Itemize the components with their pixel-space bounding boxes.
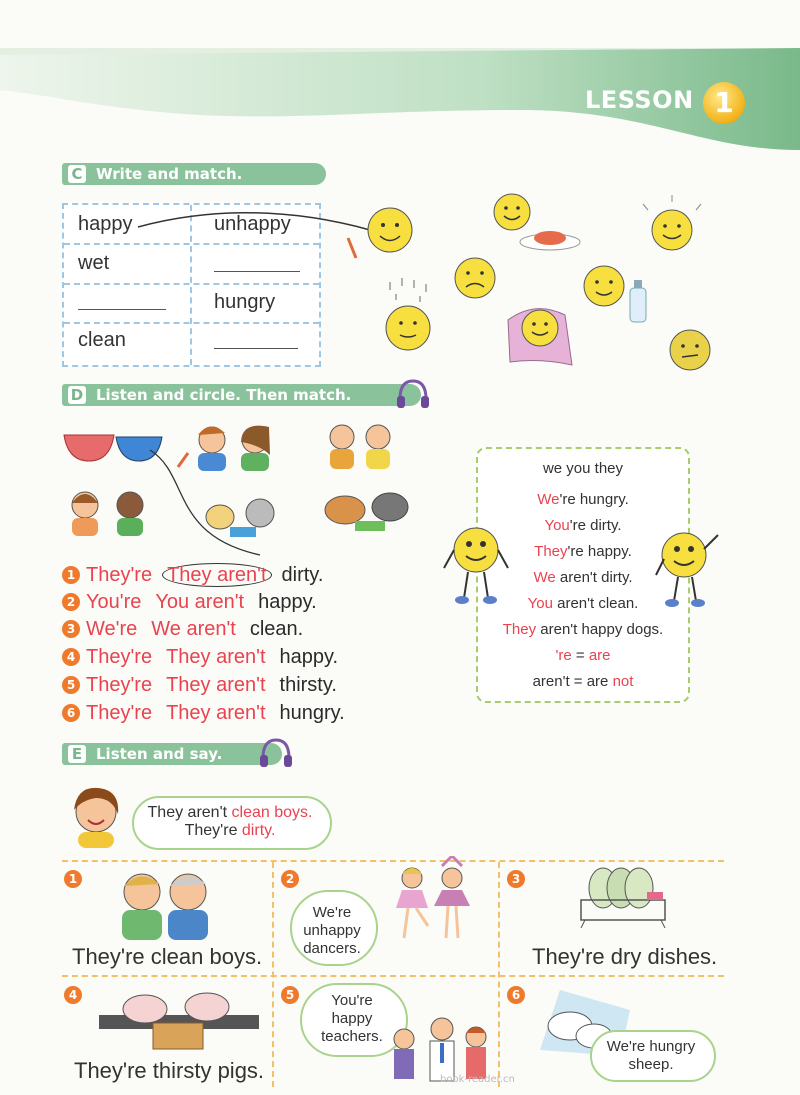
sentence-end: dirty. bbox=[281, 564, 324, 586]
section-letter: C bbox=[68, 165, 86, 183]
option-affirmative[interactable]: We're bbox=[86, 618, 138, 640]
section-d-header bbox=[62, 384, 421, 406]
sentence-row bbox=[62, 564, 323, 587]
example-text: They're bbox=[184, 822, 242, 839]
section-title: Listen and circle. Then match. bbox=[96, 386, 352, 404]
pronoun: They bbox=[502, 621, 537, 638]
grammar-text: aren't dirty. bbox=[555, 569, 633, 586]
dancers-picture bbox=[380, 856, 480, 948]
bubble-text bbox=[590, 1038, 712, 1074]
item-number: 6 bbox=[62, 704, 80, 722]
option-affirmative[interactable]: They're bbox=[86, 702, 153, 724]
sentence-end: hungry. bbox=[279, 702, 345, 724]
item-number: 6 bbox=[507, 986, 525, 1004]
answer-blank[interactable] bbox=[214, 348, 298, 349]
item-number: 3 bbox=[62, 620, 80, 638]
word-cell: unhappy bbox=[214, 213, 291, 235]
example-sentence bbox=[132, 804, 328, 840]
wet-face-rain-icon bbox=[386, 278, 430, 350]
pronoun: They bbox=[534, 543, 568, 560]
rule-part: not bbox=[612, 673, 634, 690]
answer-blank[interactable] bbox=[214, 271, 300, 272]
sentence-row bbox=[62, 674, 337, 697]
item-number: 5 bbox=[62, 676, 80, 694]
pronoun: You bbox=[527, 595, 553, 612]
grammar-text: aren't happy dogs. bbox=[536, 621, 664, 638]
happy-face-icon bbox=[368, 208, 412, 252]
bubble-line: You're bbox=[331, 992, 373, 1009]
bubble-line: happy bbox=[331, 1010, 373, 1027]
faces-illustration bbox=[360, 190, 740, 390]
bowls-icon bbox=[64, 435, 162, 461]
section-title: Listen and say. bbox=[96, 745, 223, 763]
sad-face-icon bbox=[455, 258, 495, 298]
table-divider bbox=[64, 283, 319, 285]
option-negative-circled[interactable]: They aren't bbox=[162, 563, 271, 587]
face-towel-icon bbox=[508, 309, 572, 365]
option-negative[interactable]: They aren't bbox=[166, 674, 266, 696]
item-number: 1 bbox=[62, 566, 80, 584]
word-cell: happy bbox=[78, 213, 133, 235]
word-cell: wet bbox=[78, 252, 110, 274]
pronoun: You bbox=[544, 517, 570, 534]
dishes-rack-picture bbox=[575, 866, 675, 930]
grid-divider bbox=[272, 862, 274, 1087]
section-letter: D bbox=[68, 386, 86, 404]
grid-divider bbox=[62, 975, 724, 977]
thirsty-face-bottle-icon bbox=[584, 266, 646, 322]
bubble-line: teachers. bbox=[321, 1028, 383, 1045]
grammar-text: 're happy. bbox=[567, 543, 632, 560]
option-negative[interactable]: They aren't bbox=[166, 702, 266, 724]
section-c-header bbox=[62, 163, 326, 185]
sentence-end: clean. bbox=[249, 618, 304, 640]
sentence-row bbox=[62, 702, 345, 725]
grammar-text: 're dirty. bbox=[569, 517, 622, 534]
pigs-picture bbox=[95, 985, 265, 1055]
item-caption: They're thirsty pigs. bbox=[74, 1058, 265, 1083]
item-number: 3 bbox=[507, 870, 525, 888]
sentence-row bbox=[62, 646, 338, 669]
section-title: Write and match. bbox=[96, 165, 243, 183]
option-affirmative[interactable]: They're bbox=[86, 646, 153, 668]
smiley-mascot-icon bbox=[440, 520, 512, 610]
item-number: 2 bbox=[62, 593, 80, 611]
pronoun-list: we you they bbox=[542, 460, 624, 477]
table-divider bbox=[64, 322, 319, 324]
boy-girl-icon bbox=[198, 426, 270, 471]
pronoun: We bbox=[533, 569, 556, 586]
cats-icon bbox=[206, 499, 274, 537]
grammar-line bbox=[478, 491, 688, 508]
answer-blank[interactable] bbox=[78, 309, 166, 310]
section-letter: E bbox=[68, 745, 86, 763]
teacher-avatar bbox=[62, 780, 132, 848]
item-number: 4 bbox=[64, 986, 82, 1004]
grammar-text: 're hungry. bbox=[559, 491, 629, 508]
rule-part: 're bbox=[555, 647, 572, 664]
header-banner bbox=[0, 0, 800, 150]
grammar-line bbox=[478, 621, 688, 638]
item-number: 4 bbox=[62, 648, 80, 666]
contraction-rule bbox=[478, 673, 688, 690]
bubble-line: sheep. bbox=[628, 1056, 674, 1073]
option-negative[interactable]: You aren't bbox=[155, 591, 245, 613]
sentence-end: happy. bbox=[279, 646, 339, 668]
contraction-rule bbox=[478, 647, 688, 664]
example-text: They aren't bbox=[147, 804, 232, 821]
grammar-text: aren't clean. bbox=[552, 595, 639, 612]
option-affirmative[interactable]: They're bbox=[86, 674, 153, 696]
listen-match-pictures bbox=[60, 415, 430, 560]
unhappy-face-icon bbox=[670, 330, 710, 370]
option-negative[interactable]: We aren't bbox=[151, 618, 236, 640]
bubble-text bbox=[290, 904, 374, 958]
option-affirmative[interactable]: They're bbox=[86, 564, 153, 586]
dogs-icon bbox=[325, 493, 408, 531]
headphones-icon[interactable] bbox=[258, 736, 294, 770]
section-e-header bbox=[62, 743, 282, 765]
sweating-face-icon bbox=[643, 195, 701, 250]
sentence-end: thirsty. bbox=[279, 674, 337, 696]
example-highlight: dirty. bbox=[241, 822, 276, 839]
footer-watermark: book-reader.cn bbox=[440, 1074, 515, 1085]
smiley-mascot-icon bbox=[652, 525, 727, 615]
lesson-label: LESSON bbox=[585, 86, 694, 114]
word-cell: clean bbox=[78, 329, 126, 351]
sentence-row bbox=[62, 591, 317, 614]
example-highlight: clean boys. bbox=[231, 804, 313, 821]
bubble-line: unhappy bbox=[303, 922, 361, 939]
item-caption: They're clean boys. bbox=[72, 944, 263, 969]
rule-part: aren't bbox=[532, 673, 570, 690]
option-affirmative[interactable]: You're bbox=[86, 591, 142, 613]
two-girls-icon bbox=[72, 492, 143, 536]
bubble-line: We're bbox=[312, 904, 352, 921]
item-number: 1 bbox=[64, 870, 82, 888]
item-number: 5 bbox=[281, 986, 299, 1004]
match-line bbox=[130, 200, 390, 260]
pronoun: We bbox=[537, 491, 560, 508]
bubble-line: We're hungry bbox=[606, 1038, 696, 1055]
option-negative[interactable]: They aren't bbox=[166, 646, 266, 668]
item-caption: They're dry dishes. bbox=[532, 944, 718, 969]
bubble-line: dancers. bbox=[303, 940, 361, 957]
lesson-number-badge: 1 bbox=[703, 82, 745, 124]
happy-face-food-icon bbox=[494, 194, 580, 250]
clean-boys-picture bbox=[110, 864, 220, 942]
rule-part: = bbox=[571, 647, 589, 664]
sentence-end: happy. bbox=[258, 591, 317, 613]
rule-part: = are bbox=[569, 673, 613, 690]
rule-part: are bbox=[588, 647, 611, 664]
two-boys-icon bbox=[330, 425, 390, 469]
grid-divider bbox=[498, 862, 500, 1087]
sentence-row bbox=[62, 618, 303, 641]
item-number: 2 bbox=[281, 870, 299, 888]
headphones-icon[interactable] bbox=[395, 377, 431, 411]
word-cell: hungry bbox=[214, 291, 276, 313]
